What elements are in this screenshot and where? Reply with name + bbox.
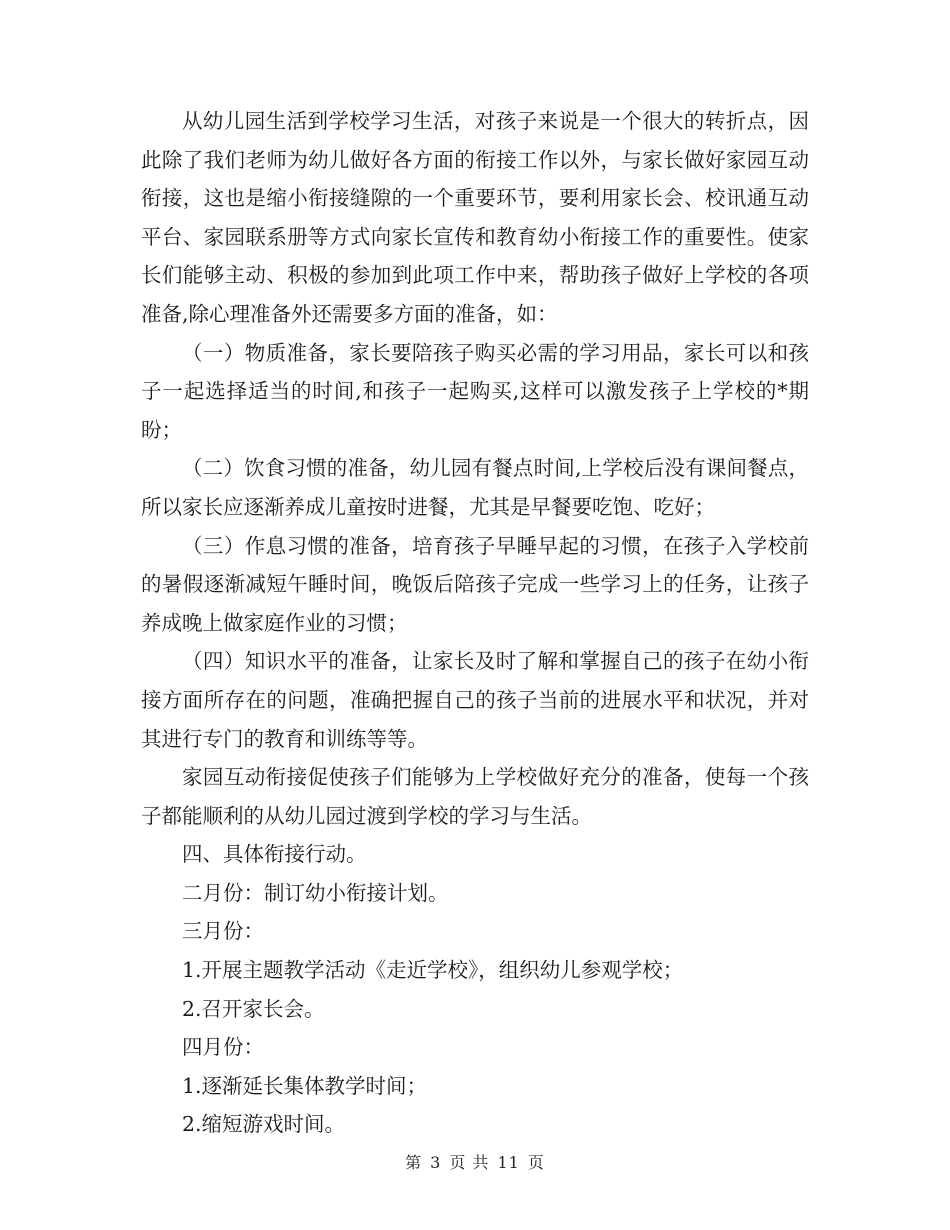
paragraph-item-1: （一）物质准备，家长要陪孩子购买必需的学习用品，家长可以和孩子一起选择适当的时间,和孩子一起购买,这样可以激发孩子上学校的*期盼；	[141, 340, 809, 442]
list-item-april: 四月份：	[182, 1035, 264, 1060]
page-footer	[0, 1150, 950, 1173]
footer-prefix: 第	[405, 1153, 423, 1172]
section-heading: 四、具体衔接行动。	[182, 842, 367, 867]
list-item-march-1: 1.开展主题教学活动《走近学校》，组织幼儿参观学校；	[182, 958, 684, 983]
list-item-april-1: 1.逐渐延长集体教学时间；	[182, 1073, 428, 1098]
footer-total-pages: 11	[497, 1153, 520, 1172]
paragraph-item-4: （四）知识水平的准备，让家长及时了解和掌握自己的孩子在幼小衔接方面所存在的问题，准确把握自己的孩子当前的进展水平和状况，并对其进行专门的教育和训练等等。	[141, 649, 809, 751]
footer-middle: 页 共	[449, 1153, 490, 1172]
list-item-february: 二月份：制订幼小衔接计划。	[182, 880, 449, 905]
footer-page-number: 3	[430, 1153, 442, 1172]
list-item-march: 三月份：	[182, 919, 264, 944]
paragraph-item-3: （三）作息习惯的准备，培育孩子早睡早起的习惯，在孩子入学校前的暑假逐渐减短午睡时间，晚饭后陪孩子完成一些学习上的任务，让孩子养成晚上做家庭作业的习惯；	[141, 533, 809, 635]
footer-suffix: 页	[527, 1153, 545, 1172]
list-item-march-2: 2.召开家长会。	[182, 996, 325, 1021]
paragraph-item-2: （二）饮食习惯的准备，幼儿园有餐点时间,上学校后没有课间餐点，所以家长应逐渐养成儿童按时进餐，尤其是早餐要吃饱、吃好；	[141, 456, 809, 519]
document-body	[141, 102, 809, 1144]
list-item-april-2: 2.缩短游戏时间。	[182, 1112, 346, 1137]
paragraph-summary: 家园互动衔接促使孩子们能够为上学校做好充分的准备，使每一个孩子都能顺利的从幼儿园过渡到学校的学习与生活。	[141, 765, 809, 828]
paragraph-intro: 从幼儿园生活到学校学习生活，对孩子来说是一个很大的转折点，因此除了我们老师为幼儿做好各方面的衔接工作以外，与家长做好家园互动衔接，这也是缩小衔接缝隙的一个重要环节，要利用家长会、校讯通互动平台、家园联系册等方式向家长宣传和教育幼小衔接工作的重要性。使家长们能够主动、积极的参加到此项工作中来，帮助孩子做好上学校的各项准备,除心理准备外还需要多方面的准备，如：	[141, 109, 809, 326]
